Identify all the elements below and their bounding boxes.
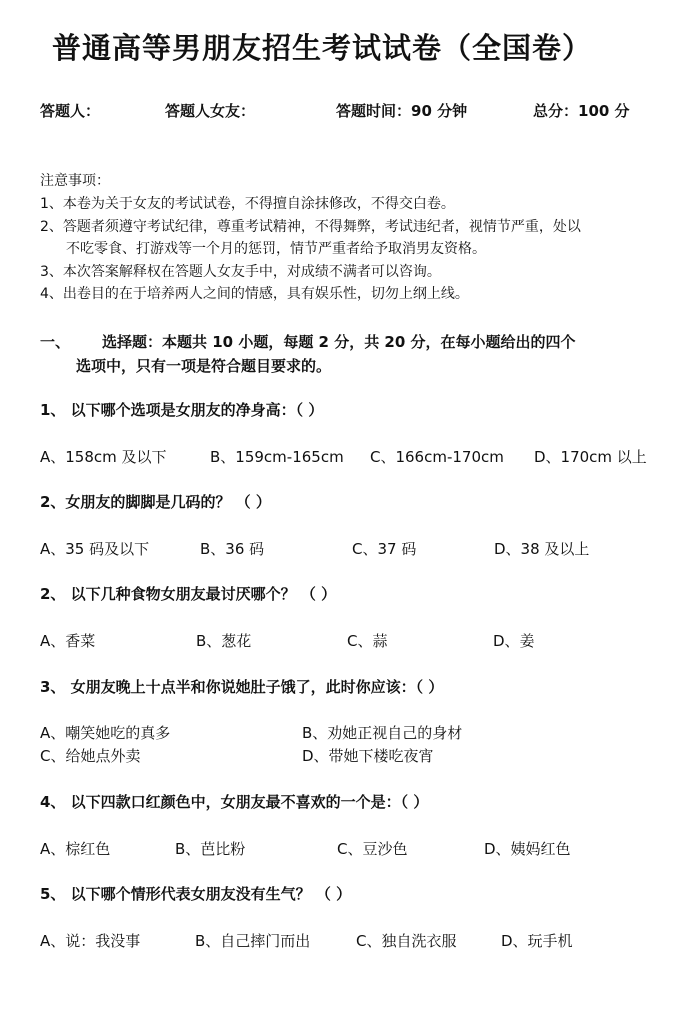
option-c: C、豆沙色 xyxy=(337,840,408,858)
section-instructions-cont: 选项中，只有一项是符合题目要求的。 xyxy=(76,357,332,375)
option-d: D、170cm 以上 xyxy=(534,448,647,466)
option-b: B、葱花 xyxy=(196,632,252,650)
question: 2、女朋友的脚脚是几码的？ （ ） xyxy=(40,493,271,511)
time-label: 答题时间： xyxy=(336,102,412,120)
score-value: 100 分 xyxy=(578,102,630,120)
examinee-girlfriend-label: 答题人女友： xyxy=(165,102,256,120)
option-b: B、自己摔门而出 xyxy=(195,932,311,950)
note-item: 4、出卷目的在于培养两人之间的情感，具有娱乐性，切勿上纲上线。 xyxy=(40,286,469,302)
total-score xyxy=(533,100,630,121)
exam-time xyxy=(336,100,467,121)
question: 3、 女朋友晚上十点半和你说她肚子饿了，此时你应该：（ ） xyxy=(40,678,444,696)
notes-heading: 注意事项： xyxy=(40,173,110,189)
question: 4、 以下四款口红颜色中，女朋友最不喜欢的一个是：（ ） xyxy=(40,793,429,811)
option-c: C、蒜 xyxy=(347,632,388,650)
option-b: B、36 码 xyxy=(200,540,265,558)
option-a: A、158cm 及以下 xyxy=(40,448,167,466)
option-d: D、姨妈红色 xyxy=(484,840,571,858)
option-d: D、带她下楼吃夜宵 xyxy=(302,747,434,765)
examinee-label: 答题人： xyxy=(40,102,101,120)
section-instructions: 选择题：本题共 10 小题，每题 2 分，共 20 分，在每小题给出的四个 xyxy=(102,333,576,351)
option-b: B、159cm-165cm xyxy=(210,448,344,466)
note-item: 1、本卷为关于女友的考试试卷，不得擅自涂抹修改，不得交白卷。 xyxy=(40,196,455,212)
note-item: 2、答题者须遵守考试纪律，尊重考试精神，不得舞弊，考试违纪者，视情节严重，处以 xyxy=(40,219,581,235)
option-c: C、给她点外卖 xyxy=(40,747,141,765)
note-item: 3、本次答案解释权在答题人女友手中，对成绩不满者可以咨询。 xyxy=(40,264,441,280)
option-d: D、姜 xyxy=(493,632,535,650)
option-b: B、芭比粉 xyxy=(175,840,246,858)
option-a: A、嘲笑她吃的真多 xyxy=(40,724,171,742)
time-value: 90 分钟 xyxy=(411,102,468,120)
option-d: D、玩手机 xyxy=(501,932,573,950)
section-number: 一、 xyxy=(40,333,71,351)
question: 5、 以下哪个情形代表女朋友没有生气？ （ ） xyxy=(40,885,352,903)
option-a: A、说：我没事 xyxy=(40,932,141,950)
section-heading xyxy=(40,330,670,378)
option-a: A、香菜 xyxy=(40,632,96,650)
note-item-continuation: 不吃零食、打游戏等一个月的惩罚，情节严重者给予取消男友资格。 xyxy=(66,241,486,257)
option-c: C、37 码 xyxy=(352,540,417,558)
option-d: D、38 及以上 xyxy=(494,540,590,558)
option-a: A、棕红色 xyxy=(40,840,111,858)
question: 2、 以下几种食物女朋友最讨厌哪个？ （ ） xyxy=(40,585,337,603)
option-b: B、劝她正视自己的身材 xyxy=(302,724,463,742)
option-c: C、166cm-170cm xyxy=(370,448,504,466)
option-a: A、35 码及以下 xyxy=(40,540,150,558)
exam-title: 普通高等男朋友招生考试试卷（全国卷） xyxy=(52,31,593,65)
option-c: C、独自洗衣服 xyxy=(356,932,457,950)
score-label: 总分： xyxy=(533,102,579,120)
question: 1、 以下哪个选项是女朋友的净身高：（ ） xyxy=(40,401,324,419)
